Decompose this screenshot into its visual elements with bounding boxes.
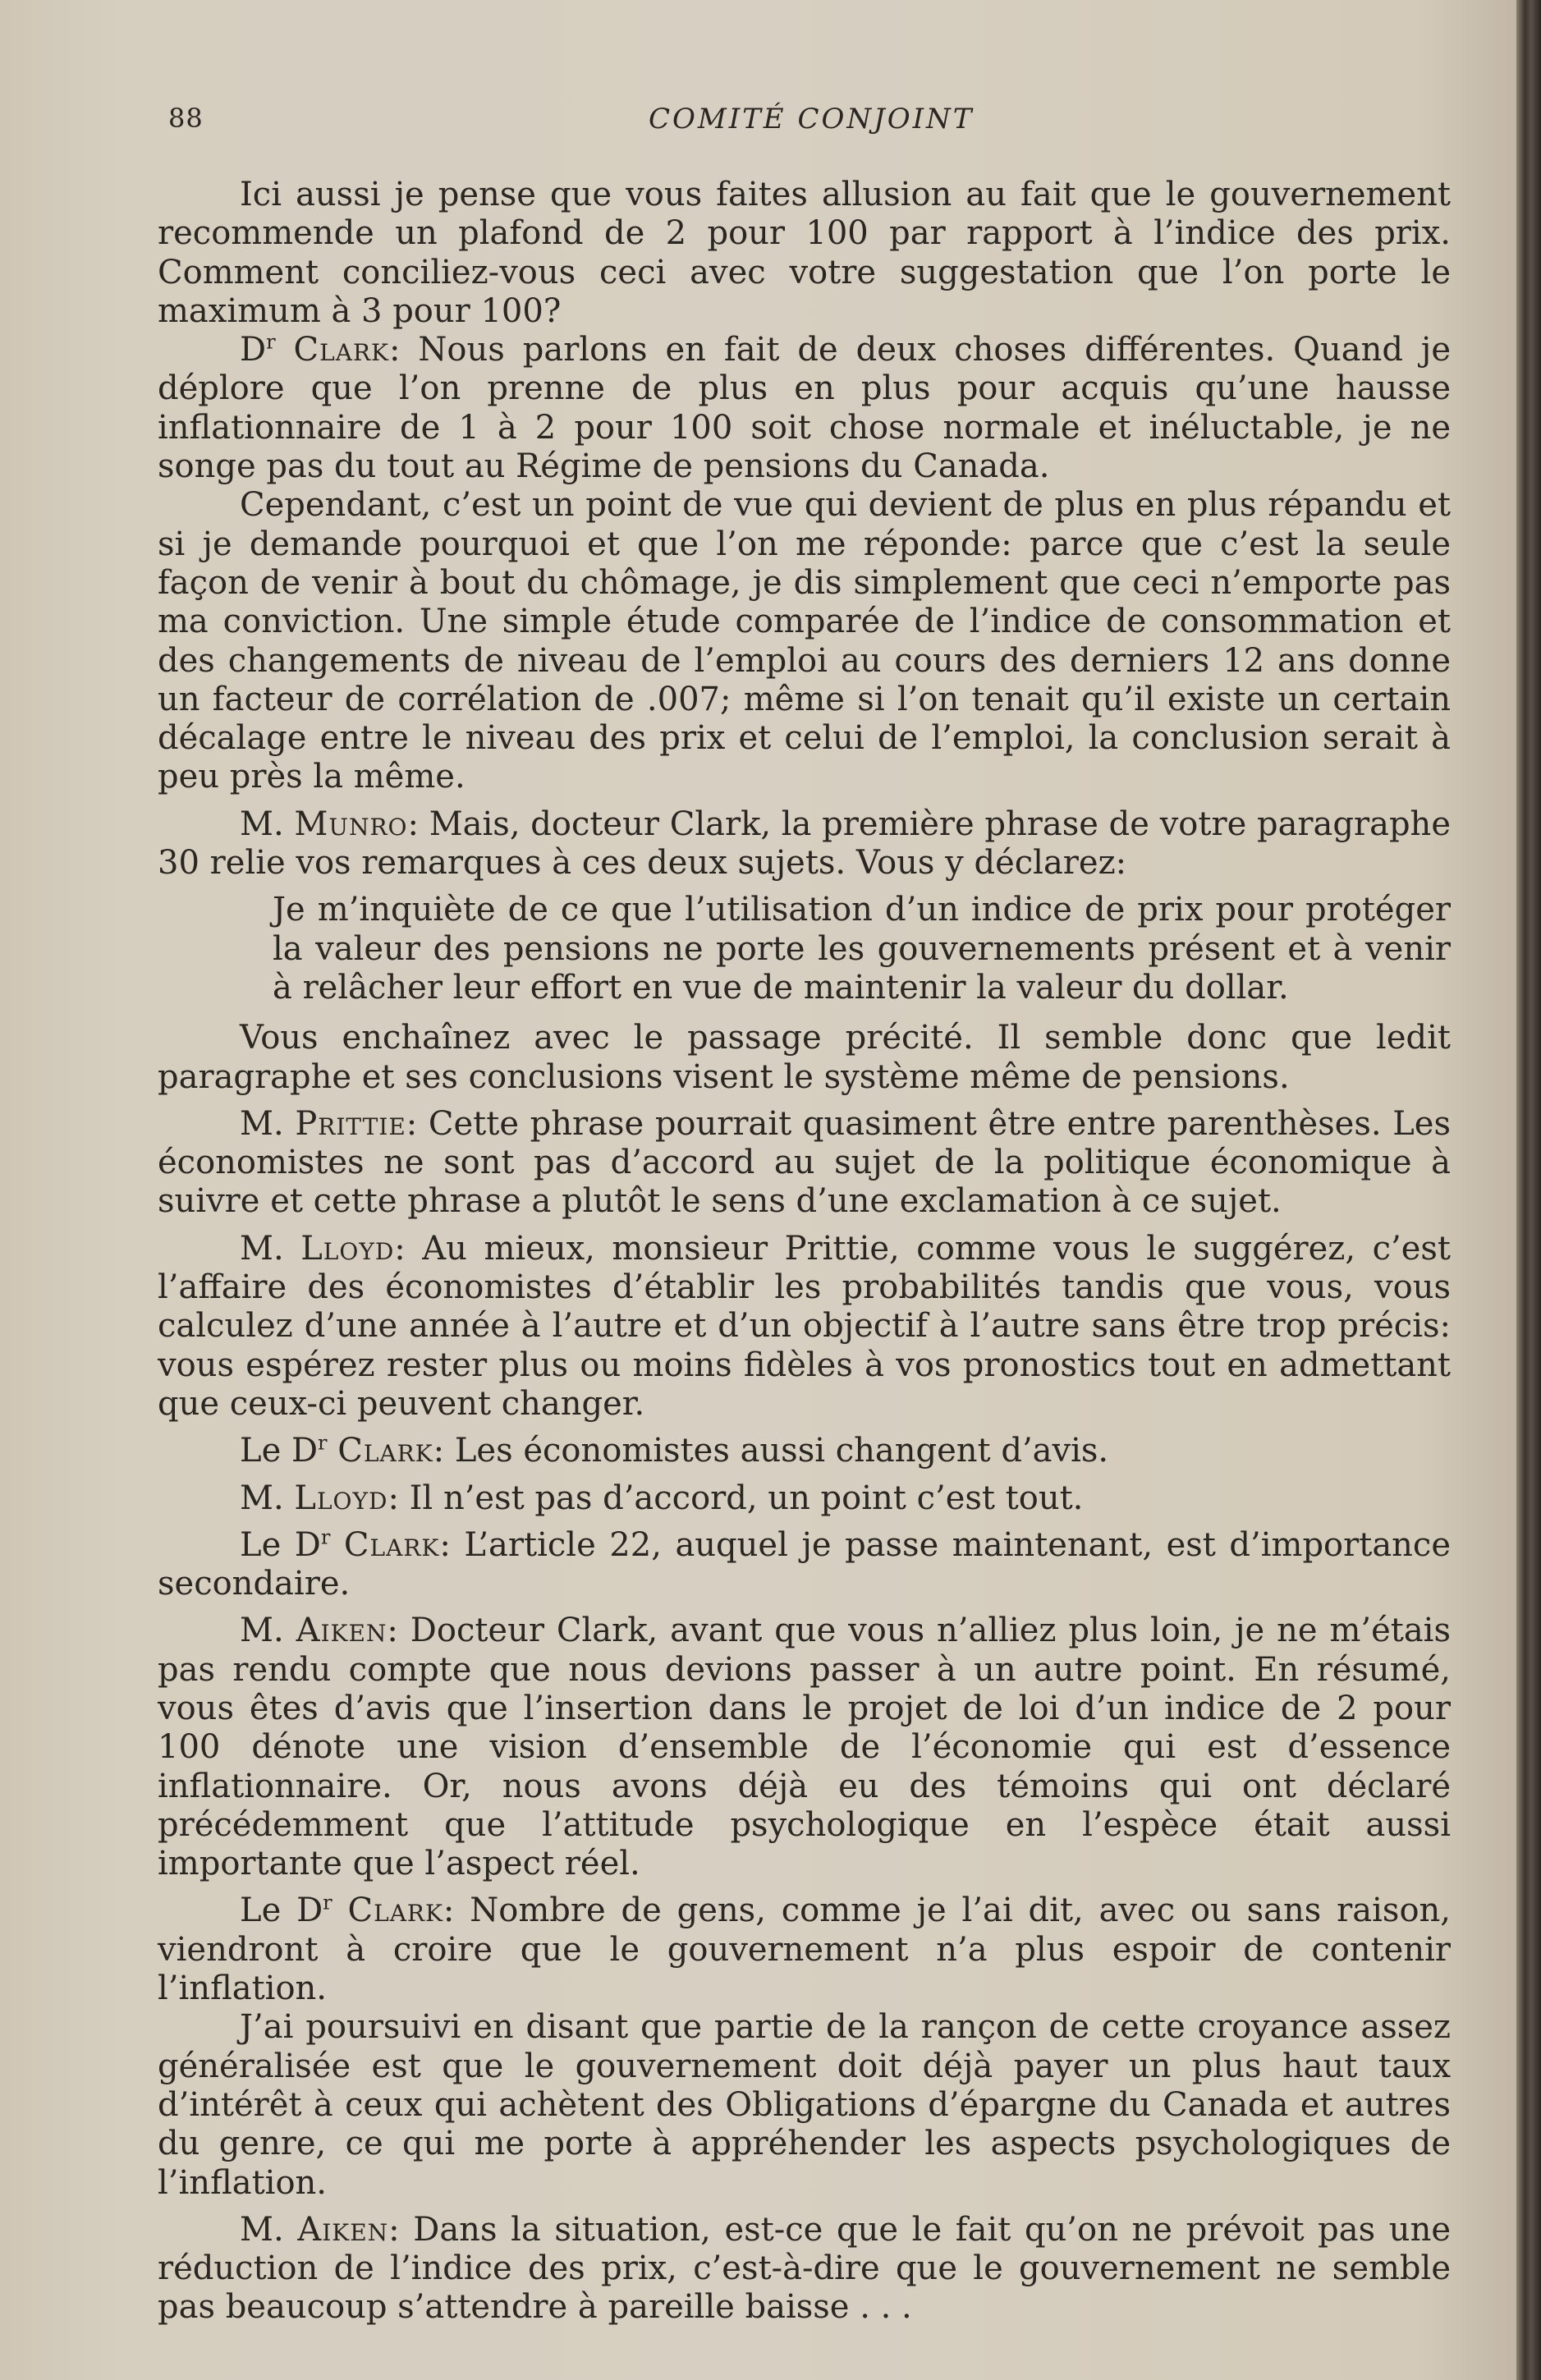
speaker-paragraph: Le $D^r$ Clark: Les économistes aussi changent d’avis.: [240, 1431, 1109, 1470]
speaker-paragraph: M. Lloyd: Au mieux, monsieur Prittie, comme vous le suggérez, c’est l’affaire des économistes d’établir les probabilités tandis que vous, vous calculez d’une année à l’autre et d’un objectif à l’autre sans être trop précis: vous espérez rester plus ou moins fidèles à vos pronostics tout en admettant que ceux-ci peuvent changer.: [158, 1229, 1452, 1423]
speaker-name: Clark: [343, 1525, 440, 1564]
block-quote: Je m’inquiète de ce que l’utilisation d’un indice de prix pour protéger la valeur des pensions ne porte les gouvernements présent et à venir à relâcher leur effort en vue de maintenir la valeur du dollar.: [273, 891, 1451, 1007]
speaker-name: Aiken: [297, 2210, 389, 2249]
speaker-name: Lloyd: [300, 1229, 395, 1268]
page-number: 88: [168, 103, 204, 134]
speaker-paragraph: Le $D^r$ Clark: L’article 22, auquel je passe maintenant, est d’importance secondaire.: [158, 1525, 1452, 1603]
running-title: COMITÉ CONJOINT: [649, 103, 975, 135]
speaker-name: Clark: [347, 1892, 443, 1930]
speaker-paragraph: M. Munro: Mais, docteur Clark, la première phrase de votre paragraphe 30 relie vos remarques à ces deux sujets. Vous y déclarez:: [158, 805, 1451, 883]
speaker-paragraph: M. Aiken: Dans la situation, est-ce que le fait qu’on ne prévoit pas une réduction de l’indice des prix, c’est-à-dire que le gouvernement ne semble pas beaucoup s’attendre à pareille baisse . . .: [158, 2210, 1452, 2327]
speaker-name: Prittie: [295, 1104, 406, 1143]
speaker-title: M.: [240, 1229, 284, 1268]
body-text: [158, 176, 1451, 2336]
speaker-title: M.: [240, 805, 284, 843]
paragraph: Cependant, c’est un point de vue qui devient de plus en plus répandu et si je demande pourquoi et que l’on me réponde: parce que c’est la seule façon de venir à bout du chômage, je dis simplement que ceci n’emporte pas ma conviction. Une simple étude comparée de l’indice de consommation et des changements de niveau de l’emploi au cours des derniers 12 ans donne un facteur de corrélation de .007; même si l’on tenait qu’il existe un certain décalage entre le niveau des prix et celui de l’emploi, la conclusion serait à peu près la même.: [158, 486, 1451, 796]
speaker-name: Lloyd: [294, 1479, 388, 1517]
speaker-paragraph: M. Lloyd: Il n’est pas d’accord, un point c’est tout.: [240, 1479, 1084, 1517]
book-spine-edge: [1516, 0, 1541, 2380]
speaker-name: Aiken: [296, 1612, 388, 1650]
speaker-paragraph: $D^r$ Clark: Nous parlons en fait de deux choses différentes. Quand je déplore que l’on prenne de plus en plus pour acquis qu’une hausse inflationnaire de 1 à 2 pour 100 soit chose normale et inéluctable, je ne songe pas du tout au Régime de pensions du Canada.: [158, 330, 1451, 486]
page-header: [168, 103, 1459, 144]
speaker-title: Le $D^r$: [240, 1431, 328, 1470]
speaker-title: M.: [240, 1104, 284, 1143]
speaker-title: Le $D^r$: [240, 1525, 331, 1564]
speaker-title: M.: [240, 1479, 284, 1517]
speaker-name: Munro: [294, 805, 408, 843]
paragraph: Ici aussi je pense que vous faites allusion au fait que le gouvernement recommende un plafond de 2 pour 100 par rapport à l’indice des prix. Comment conciliez-vous ceci avec votre suggestation que l’on porte le maximum à 3 pour 100?: [158, 176, 1451, 330]
speaker-paragraph: M. Aiken: Docteur Clark, avant que vous n’alliez plus loin, je ne m’étais pas rendu compte que nous devions passer à un autre point. En résumé, vous êtes d’avis que l’insertion dans le projet de loi d’un indice de 2 pour 100 dénote une vision d’ensemble de l’économie qui est d’essence inflationnaire. Or, nous avons déjà eu des témoins qui ont déclaré précédemment que l’attitude psychologique en l’espèce était aussi importante que l’aspect réel.: [158, 1612, 1451, 1883]
speaker-title: $D^r$: [240, 330, 276, 369]
speaker-name: Clark: [337, 1432, 433, 1470]
paragraph: Vous enchaînez avec le passage précité. Il semble donc que ledit paragraphe et ses conclusions visent le système même de pensions.: [158, 1019, 1451, 1096]
speaker-paragraph: M. Prittie: Cette phrase pourrait quasiment être entre parenthèses. Les économistes ne sont pas d’accord au sujet de la politique économique à suivre et cette phrase a plutôt le sens d’une exclamation à ce sujet.: [158, 1104, 1452, 1221]
paragraph: J’ai poursuivi en disant que partie de la rançon de cette croyance assez généralisée est que le gouvernement doit déjà payer un plus haut taux d’intérêt à ceux qui achètent des Obligations d’épargne du Canada et autres du genre, ce qui me porte à appréhender les aspects psychologiques de l’inflation.: [158, 2008, 1451, 2202]
speaker-title: Le $D^r$: [240, 1892, 333, 1930]
speaker-name: Clark: [293, 331, 389, 369]
speaker-paragraph: Le $D^r$ Clark: Nombre de gens, comme je l’ai dit, avec ou sans raison, viendront à croire que le gouvernement n’a plus espoir de contenir l’inflation.: [158, 1892, 1451, 2008]
speaker-title: M.: [240, 1612, 284, 1650]
speaker-title: M.: [240, 2210, 284, 2249]
